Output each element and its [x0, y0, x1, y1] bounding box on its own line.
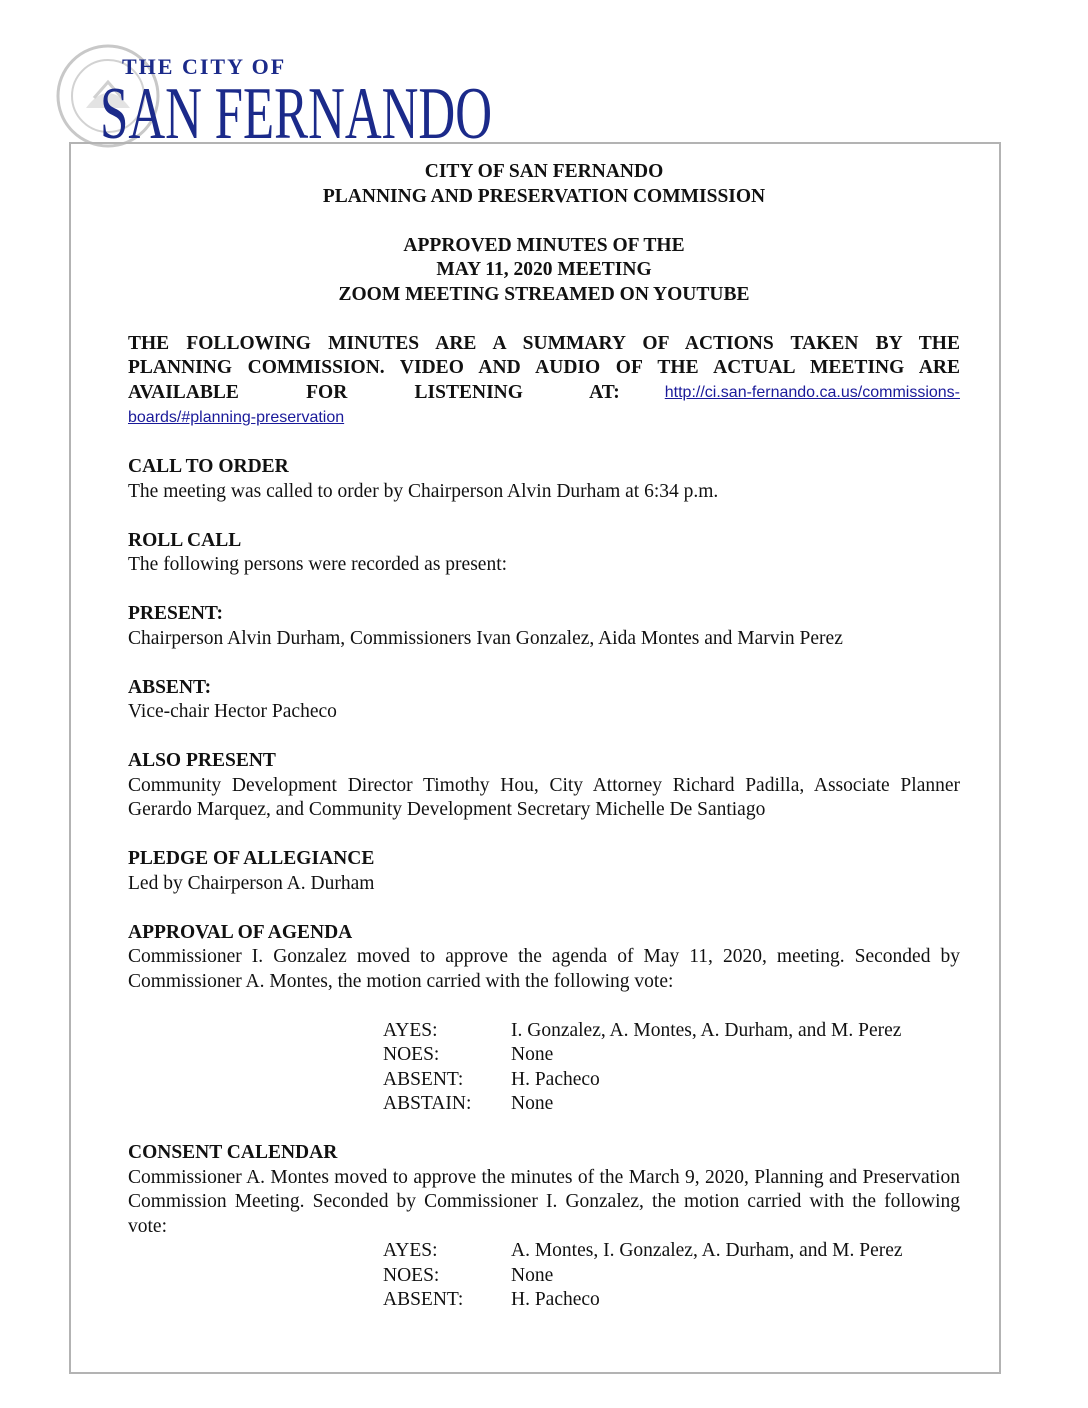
agenda-heading: APPROVAL OF AGENDA — [128, 921, 353, 943]
present-text: Chairperson Alvin Durham, Commissioners Ivan Gonzalez, Aida Montes and Marvin Perez — [128, 627, 843, 649]
present-heading: PRESENT: — [128, 603, 223, 624]
vote-value: None — [511, 1264, 554, 1286]
consent-vote-table — [383, 1239, 960, 1313]
vote-row — [383, 1264, 960, 1289]
roll-call-text: The following persons were recorded as present: — [128, 554, 508, 575]
consent-text: Commissioner A. Montes moved to approve the minutes of the March 9, 2020, Planning and Preservation Commission Meeting. Seconded by Commissioner I. Gonzalez, the motion carried with the following vote: — [128, 1166, 960, 1237]
notice-line-2: PLANNING COMMISSION. VIDEO AND AUDIO OF THE ACTUAL MEETING ARE — [128, 357, 960, 378]
also-present-heading: ALSO PRESENT — [128, 750, 276, 771]
notice-block — [128, 332, 960, 431]
vote-value: None — [511, 1044, 554, 1065]
header-date: MAY 11, 2020 MEETING — [436, 259, 652, 280]
vote-row — [383, 1239, 960, 1264]
vote-value: I. Gonzalez, A. Montes, A. Durham, and M. Perez — [511, 1019, 902, 1041]
vote-value: H. Pacheco — [511, 1289, 600, 1310]
logo-main-text: SAN FERNANDO — [100, 73, 492, 155]
video-link-part-1[interactable]: http://ci.san-fernando.ca.us/commissions- — [664, 383, 960, 401]
agenda-text: Commissioner I. Gonzalez moved to approve the agenda of May 11, 2020, meeting. Seconded by Commissioner A. Montes, the motion carried with the following vote: — [128, 946, 960, 992]
city-logo — [56, 38, 506, 158]
vote-label: ABSENT: — [383, 1068, 464, 1090]
absent-heading: ABSENT: — [128, 676, 212, 698]
vote-row — [383, 1068, 960, 1093]
call-to-order-heading: CALL TO ORDER — [128, 456, 289, 477]
agenda-vote-table — [383, 1019, 960, 1117]
consent-heading: CONSENT CALENDAR — [128, 1142, 338, 1163]
header-city: CITY OF SAN FERNANDO — [424, 161, 664, 182]
vote-label: NOES: — [383, 1044, 440, 1065]
vote-row — [383, 1288, 960, 1313]
vote-value: None — [511, 1093, 554, 1114]
notice-line-3: AVAILABLE FOR LISTENING AT: http://ci.san-fernando.ca.us/commissions- — [128, 381, 960, 406]
vote-label: AYES: — [383, 1019, 438, 1041]
vote-label: NOES: — [383, 1264, 440, 1286]
vote-row — [383, 1043, 960, 1068]
vote-value: H. Pacheco — [511, 1068, 600, 1090]
notice-line-1: THE FOLLOWING MINUTES ARE A SUMMARY OF ACTIONS TAKEN BY THE — [128, 332, 960, 354]
call-to-order-text: The meeting was called to order by Chairperson Alvin Durham at 6:34 p.m. — [128, 480, 719, 502]
also-present-text: Community Development Director Timothy Hou, City Attorney Richard Padilla, Associate Planner Gerardo Marquez, and Community Development Secretary Michelle De Santiago — [128, 774, 960, 820]
vote-row — [383, 1092, 960, 1117]
vote-label: AYES: — [383, 1240, 438, 1261]
absent-text: Vice-chair Hector Pacheco — [128, 701, 337, 722]
vote-value: A. Montes, I. Gonzalez, A. Durham, and M. Perez — [511, 1240, 903, 1261]
header-commission: PLANNING AND PRESERVATION COMMISSION — [322, 185, 766, 207]
video-link-part-2[interactable]: boards/#planning-preservation — [128, 409, 345, 426]
pledge-heading: PLEDGE OF ALLEGIANCE — [128, 848, 375, 869]
minutes-document — [128, 160, 960, 1313]
roll-call-heading: ROLL CALL — [128, 529, 242, 551]
pledge-text: Led by Chairperson A. Durham — [128, 872, 375, 894]
vote-label: ABSTAIN: — [383, 1093, 472, 1114]
logo-top-text: THE CITY OF — [122, 54, 287, 79]
header-venue: ZOOM MEETING STREAMED ON YOUTUBE — [338, 283, 750, 305]
header-title: APPROVED MINUTES OF THE — [403, 234, 685, 256]
vote-row — [383, 1019, 960, 1044]
vote-label: ABSENT: — [383, 1289, 464, 1310]
